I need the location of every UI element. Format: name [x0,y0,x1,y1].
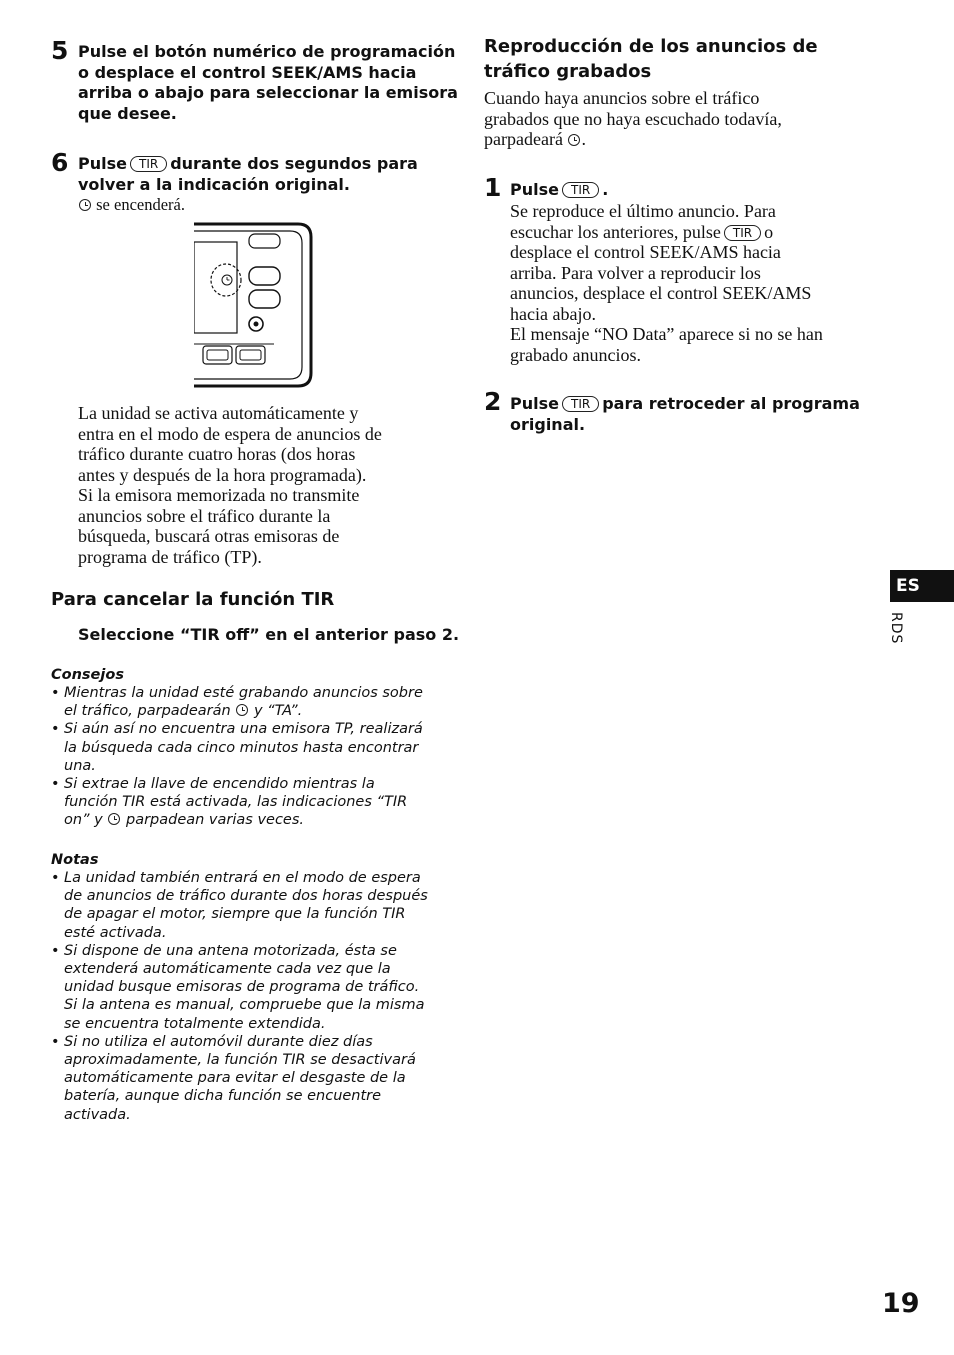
step-2-line2: original. [510,414,586,434]
note-line: • Si dispone de una antena motorizada, ésta se [64,942,397,959]
note-line: • La unidad también entrará en el modo de espera [64,870,421,886]
step-6-text-before: Pulse [78,154,127,173]
list-item [51,720,451,775]
intro-paragraph: Cuando haya anuncios sobre el tráfico grabados que no haya escuchado todavía, parpadeará . [484,88,782,149]
note-line: batería, aunque dicha función se encuentre [64,1088,382,1105]
paragraph-line: tráfico durante cuatro horas (dos horas [78,444,356,464]
paragraph-line: programa de tráfico (TP). [78,546,262,567]
list-item [51,869,451,942]
step-1-line: Se reproduce el último anuncio. Para [510,201,776,221]
note-line: automáticamente para evitar el desgaste de la [64,1070,406,1087]
heading-line: Reproducción de los anuncios de [484,36,818,57]
tip-line: • Si extrae la llave de encendido mientras la [64,776,375,793]
note-line: extenderá automáticamente cada vez que la [64,961,391,978]
note-line: activada. [64,1106,131,1123]
step-1-line: o [764,221,774,242]
step-1-line: arriba. Para volver a reproducir los [510,262,761,283]
device-front-panel-illustration [194,222,314,388]
intro-line: parpadeará [484,129,563,149]
paragraph-line: antes y después de la hora programada). [78,464,367,485]
notes-title: Notas [51,852,99,868]
step-1-text-before: Pulse [510,180,559,199]
step-1-line: hacia abajo. [510,303,596,324]
cancel-heading: Para cancelar la función TIR [51,589,335,610]
step-1-text-after: . [602,180,609,199]
paragraph-line: La unidad se activa automáticamente y [78,403,359,423]
step-1-line: desplace el control SEEK/AMS hacia [510,242,781,262]
intro-line: grabados que no haya escuchado todavía, [484,108,782,129]
step-2-text-after: para retroceder al programa [602,394,860,413]
tip-line: • Si aún así no encuentra una emisora TP, realizará [64,721,423,738]
clock-icon [236,704,248,716]
step-1-number: 1 [484,173,502,202]
note-line: esté activada. [64,924,167,941]
step-1-line: El mensaje “NO Data” aparece si no se han [510,324,823,344]
tip-line: el tráfico, parpadearán [64,703,231,720]
clock-icon [79,199,91,211]
intro-line: Cuando haya anuncios sobre el tráfico [484,88,760,108]
tip-line: función TIR está activada, las indicaciones “TIR [64,794,408,811]
step-1-line: escuchar los anteriores, pulse [510,221,721,242]
list-item [51,684,451,720]
step-6-number: 6 [51,148,69,177]
step-5-instruction [78,42,458,124]
section-label: RDS [888,612,904,645]
list-item [51,775,451,830]
tir-key: TIR [562,182,599,198]
clock-icon [568,134,580,146]
note-line: Si la antena es manual, compruebe que la misma [64,997,425,1014]
step-6-line3: se encenderá. [96,195,185,214]
list-item [51,1033,451,1124]
notes-list [51,869,451,1124]
step-1-line: anuncios, desplace el control SEEK/AMS [510,283,812,303]
step-6-text-after: durante dos segundos para [170,154,418,173]
step-5-line: Pulse el botón numérico de programación [78,42,456,61]
step-2-text-before: Pulse [510,394,559,413]
tir-key: TIR [724,225,761,241]
section-heading [484,34,818,84]
activation-paragraph [78,403,382,567]
tip-line: on” y [64,812,103,829]
paragraph-line: anuncios sobre el tráfico durante la [78,505,331,526]
step-5-number: 5 [51,36,69,65]
page-number: 19 [882,1288,920,1319]
language-tab: ES [890,570,954,602]
tip-line: • Mientras la unidad esté grabando anuncios sobre [64,685,423,701]
note-line: unidad busque emisoras de programa de tráfico. [64,979,420,996]
tir-key: TIR [130,156,167,172]
step-5-line: que desee. [78,103,177,123]
step-5-line: o desplace el control SEEK/AMS hacia [78,62,417,82]
step-6-note [78,195,185,216]
paragraph-line: búsqueda, buscará otras emisoras de [78,526,340,546]
tips-list [51,684,451,830]
step-5-line: arriba o abajo para seleccionar la emisora [78,83,458,102]
note-line: de apagar el motor, siempre que la función TIR [64,906,406,923]
paragraph-line: entra en el modo de espera de anuncios de [78,423,382,444]
tip-line: una. [64,757,96,774]
step-1-line: grabado anuncios. [510,344,641,365]
step-2-instruction [510,394,860,435]
step-6-line2: volver a la indicación original. [78,174,350,194]
step-1-instruction [510,180,608,201]
tip-line: parpadean varias veces. [125,812,304,829]
step-2-number: 2 [484,387,502,416]
cancel-instruction: Seleccione “TIR off” en el anterior paso 2. [78,625,460,644]
step-1-description [510,201,823,365]
note-line: • Si no utiliza el automóvil durante diez días [64,1033,373,1050]
step-6-instruction [78,154,418,195]
clock-icon [108,813,120,825]
note-line: se encuentra totalmente extendida. [64,1015,326,1032]
list-item [51,942,451,1033]
note-line: aproximadamente, la función TIR se desactivará [64,1052,416,1069]
heading-line: tráfico grabados [484,61,652,82]
paragraph-line: Si la emisora memorizada no transmite [78,485,360,505]
tip-line: la búsqueda cada cinco minutos hasta encontrar [64,739,419,756]
note-line: de anuncios de tráfico durante dos horas después [64,888,428,905]
tips-title: Consejos [51,667,124,683]
tir-key: TIR [562,396,599,412]
tip-line: y “TA”. [253,703,303,720]
